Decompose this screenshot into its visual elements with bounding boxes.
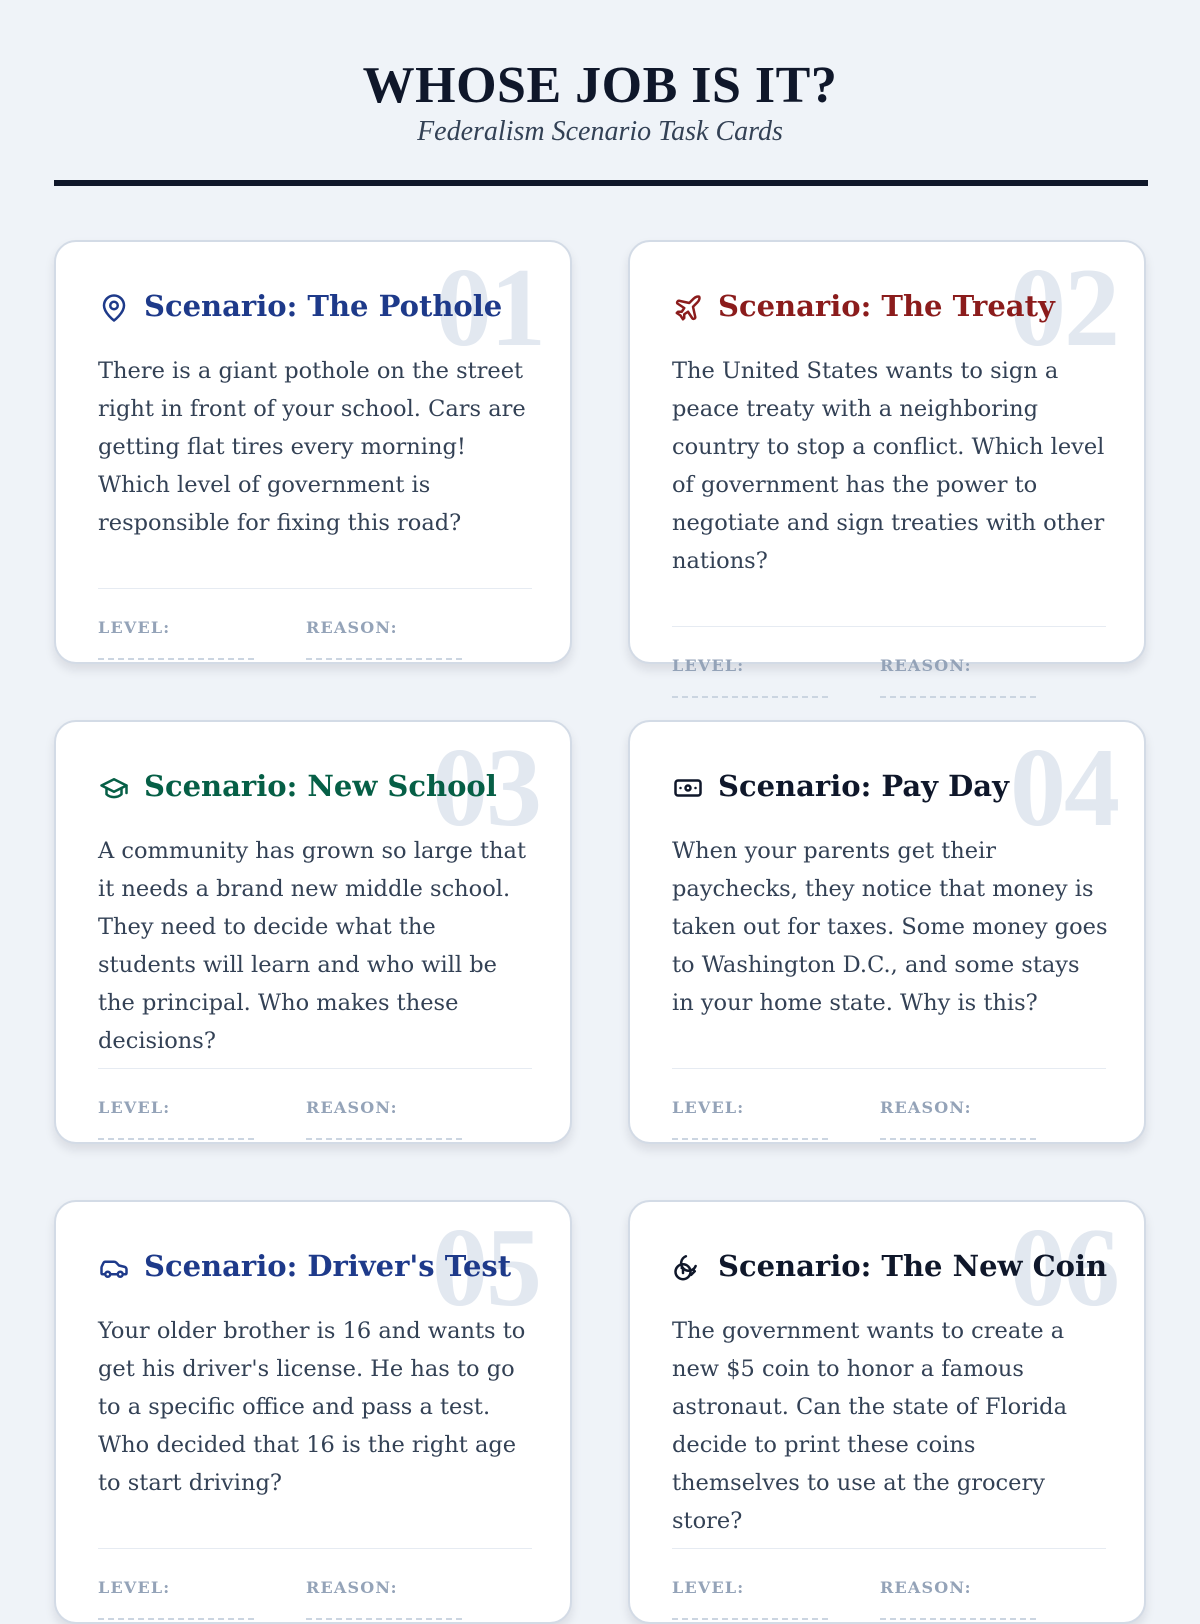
scenario-card xyxy=(628,720,1146,1144)
card-body: The United States wants to sign a peace treaty with a neighboring country to stop a conflict. Which level of government has the power to negotiate and sign treaties with other nations? xyxy=(672,358,1105,574)
card-title: Scenario: New School xyxy=(144,769,497,803)
reason-answer-line[interactable] xyxy=(880,696,1036,698)
level-answer-line[interactable] xyxy=(672,1138,828,1140)
plane-icon xyxy=(672,292,704,324)
reason-label: REASON: xyxy=(306,1578,398,1597)
reason-label: REASON: xyxy=(306,1098,398,1117)
reason-answer-line[interactable] xyxy=(880,1618,1036,1620)
card-divider xyxy=(672,1068,1106,1069)
reason-label: REASON: xyxy=(880,656,972,675)
card-divider xyxy=(98,588,532,589)
graduation-cap-icon xyxy=(98,772,130,804)
card-title: Scenario: Driver's Test xyxy=(144,1249,512,1283)
page-subtitle: Federalism Scenario Task Cards xyxy=(417,116,783,147)
card-number: 01 xyxy=(436,246,544,370)
card-body: The government wants to create a new $5 coin to honor a famous astronaut. Can the state of Florida decide to print these coins themselves to use at the grocery store? xyxy=(672,1318,1067,1534)
reason-label: REASON: xyxy=(880,1578,972,1597)
scenario-card xyxy=(628,1200,1146,1624)
card-number: 02 xyxy=(1010,246,1118,370)
level-label: LEVEL: xyxy=(672,656,745,675)
level-label: LEVEL: xyxy=(98,1098,171,1117)
coins-icon xyxy=(672,1252,704,1284)
header-rule xyxy=(54,180,1148,186)
card-body: A community has grown so large that it needs a brand new middle school. They need to decide what the students will learn and who will be the principal. Who makes these decisions? xyxy=(98,838,526,1054)
level-answer-line[interactable] xyxy=(98,658,254,660)
card-title: Scenario: The Pothole xyxy=(144,289,503,323)
level-answer-line[interactable] xyxy=(672,1618,828,1620)
map-pin-icon xyxy=(98,292,130,324)
card-title: Scenario: The New Coin xyxy=(718,1249,1108,1283)
card-divider xyxy=(98,1548,532,1549)
card-divider xyxy=(672,1548,1106,1549)
level-answer-line[interactable] xyxy=(98,1618,254,1620)
reason-answer-line[interactable] xyxy=(306,658,462,660)
level-label: LEVEL: xyxy=(98,618,171,637)
card-body: Your older brother is 16 and wants to get his driver's license. He has to go to a specific office and pass a test. Who decided that 16 is the right age to start driving? xyxy=(98,1318,526,1496)
card-number: 06 xyxy=(1010,1206,1118,1330)
card-title: Scenario: The Treaty xyxy=(718,289,1055,323)
level-label: LEVEL: xyxy=(672,1578,745,1597)
page-header xyxy=(0,0,1200,200)
card-body: There is a giant pothole on the street right in front of your school. Cars are getting flat tires every morning! Which level of government is responsible for fixing this road? xyxy=(98,358,526,536)
page-title: WHOSE JOB IS IT? xyxy=(362,57,838,114)
card-divider xyxy=(98,1068,532,1069)
level-answer-line[interactable] xyxy=(98,1138,254,1140)
scenario-card xyxy=(628,240,1146,675)
card-number: 04 xyxy=(1010,726,1118,850)
card-title: Scenario: Pay Day xyxy=(718,769,1009,803)
reason-label: REASON: xyxy=(306,618,398,637)
scenario-card xyxy=(54,240,572,664)
scenario-card xyxy=(54,720,572,1144)
level-answer-line[interactable] xyxy=(672,696,828,698)
card-number: 03 xyxy=(432,726,540,850)
level-label: LEVEL: xyxy=(98,1578,171,1597)
car-icon xyxy=(98,1252,130,1284)
card-number: 05 xyxy=(432,1206,540,1330)
card-divider xyxy=(672,626,1106,627)
reason-answer-line[interactable] xyxy=(306,1618,462,1620)
scenario-card xyxy=(54,1200,572,1624)
reason-label: REASON: xyxy=(880,1098,972,1117)
level-label: LEVEL: xyxy=(672,1098,745,1117)
card-body: When your parents get their paychecks, they notice that money is taken out for taxes. Some money goes to Washington D.C., and some stays in your home state. Why is this? xyxy=(672,838,1108,1016)
reason-answer-line[interactable] xyxy=(880,1138,1036,1140)
money-bill-icon xyxy=(672,772,704,804)
reason-answer-line[interactable] xyxy=(306,1138,462,1140)
